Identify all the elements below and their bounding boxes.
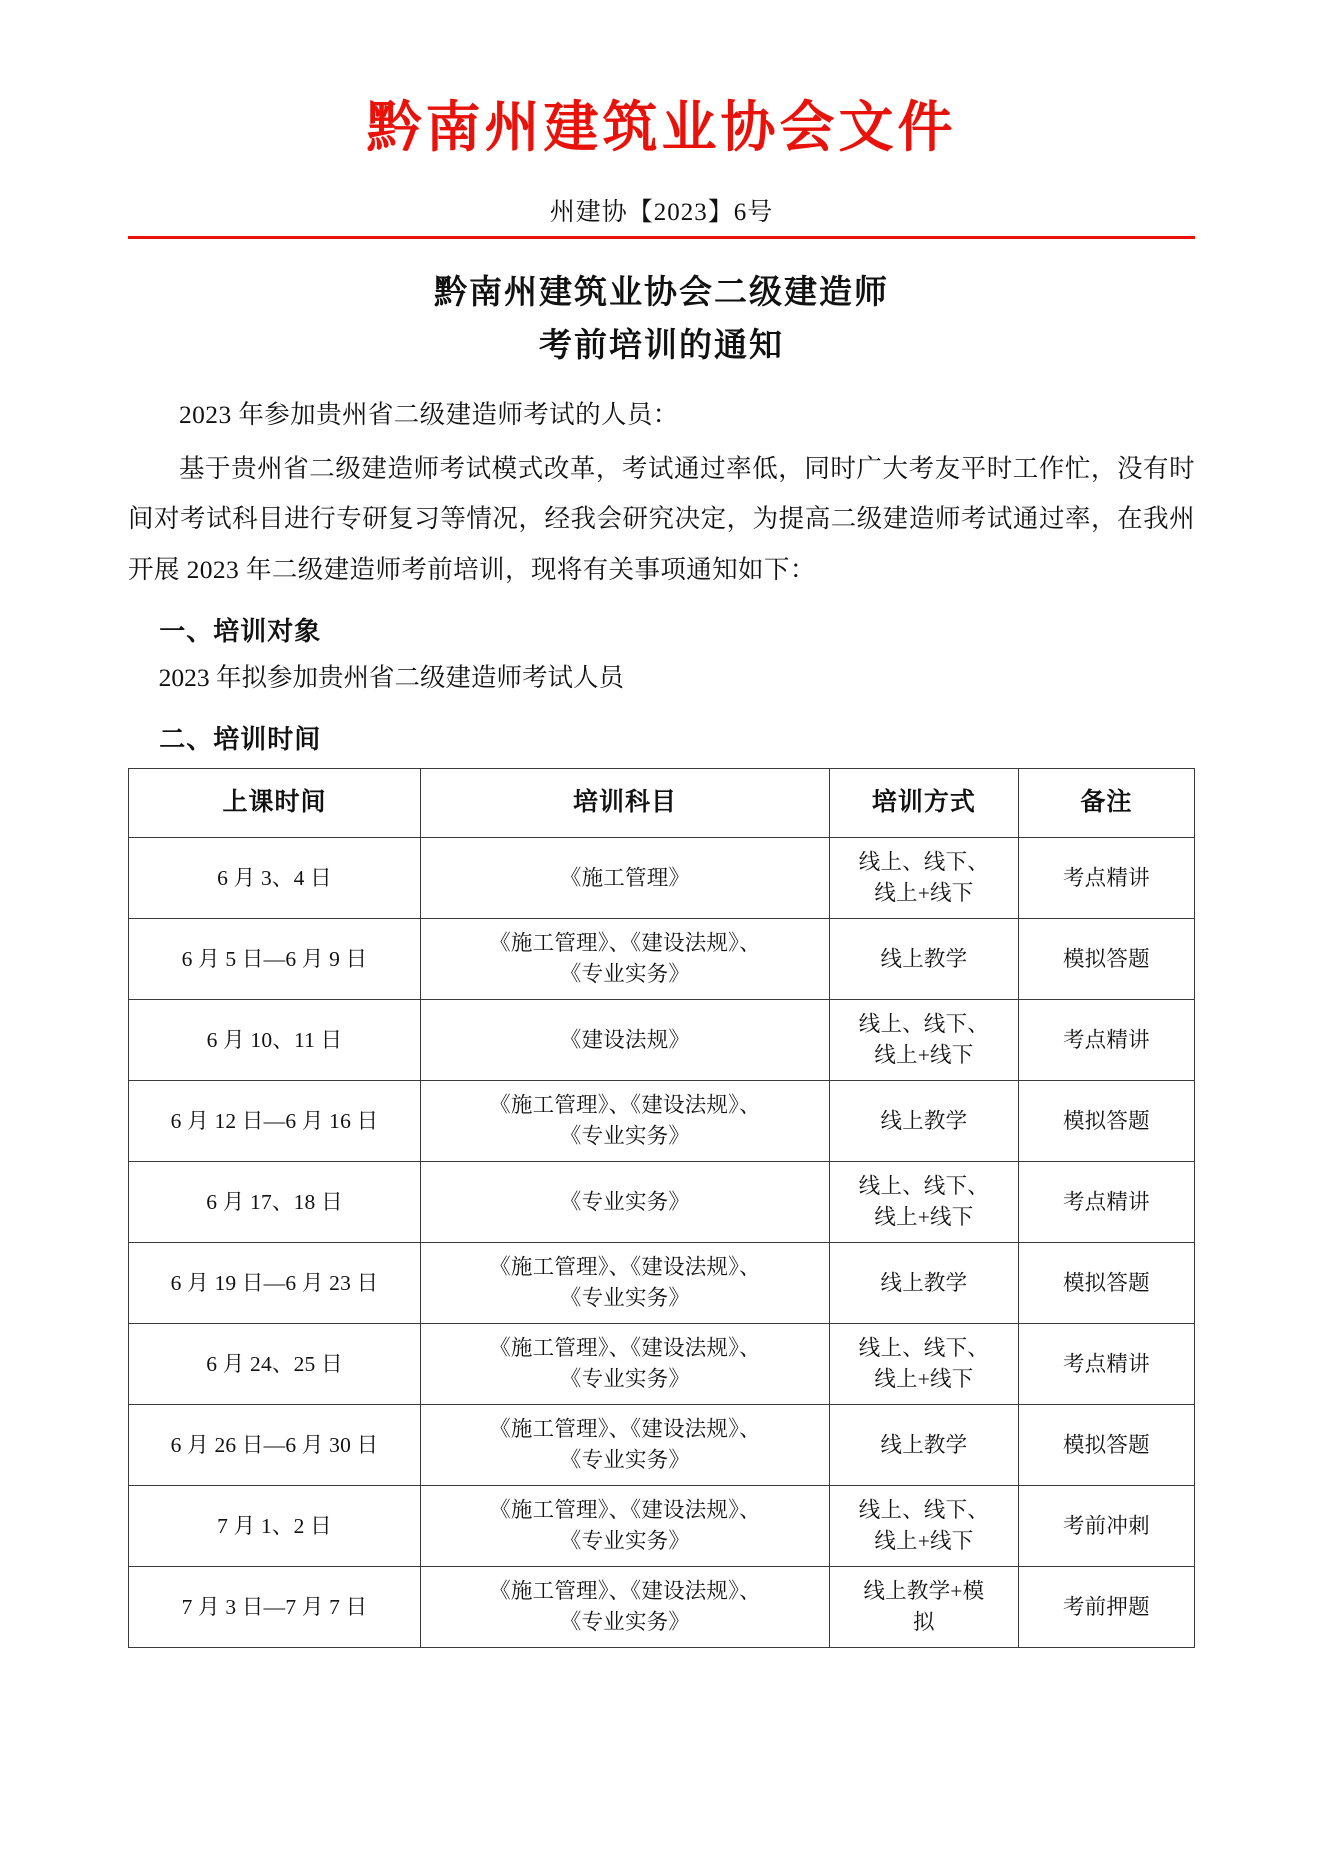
training-schedule-table <box>128 768 1195 1648</box>
cell-mode: 线上教学 <box>830 1242 1019 1323</box>
red-divider-rule <box>128 236 1195 239</box>
cell-mode: 线上教学 <box>830 1404 1019 1485</box>
cell-time: 7 月 3 日—7 月 7 日 <box>129 1566 421 1647</box>
table-row <box>129 1485 1195 1566</box>
cell-mode: 线上、线下、 线上+线下 <box>830 1485 1019 1566</box>
cell-mode: 线上教学 <box>830 918 1019 999</box>
table-row <box>129 837 1195 918</box>
table-row <box>129 1161 1195 1242</box>
table-row <box>129 1323 1195 1404</box>
column-header-time: 上课时间 <box>129 768 421 837</box>
column-header-subject: 培训科目 <box>420 768 829 837</box>
cell-time: 6 月 3、4 日 <box>129 837 421 918</box>
document-number: 州建协【2023】6号 <box>549 198 774 226</box>
cell-subject: 《施工管理》、《建设法规》、 《专业实务》 <box>420 918 829 999</box>
cell-time: 6 月 5 日—6 月 9 日 <box>129 918 421 999</box>
cell-note: 考点精讲 <box>1018 1323 1194 1404</box>
cell-mode: 线上教学 <box>830 1080 1019 1161</box>
cell-note: 模拟答题 <box>1018 1242 1194 1323</box>
section-heading-training-audience: 一、培训对象 <box>159 617 322 647</box>
cell-subject: 《施工管理》 <box>420 837 829 918</box>
cell-subject: 《施工管理》、《建设法规》、 《专业实务》 <box>420 1080 829 1161</box>
cell-time: 6 月 26 日—6 月 30 日 <box>129 1404 421 1485</box>
cell-subject: 《建设法规》 <box>420 999 829 1080</box>
cell-note: 模拟答题 <box>1018 1080 1194 1161</box>
training-audience-text: 2023 年拟参加贵州省二级建造师考试人员 <box>158 663 624 693</box>
page-title-line-1: 黔南州建筑业协会二级建造师 <box>434 274 889 311</box>
cell-note: 考点精讲 <box>1018 1161 1194 1242</box>
cell-time: 6 月 24、25 日 <box>129 1323 421 1404</box>
cell-time: 6 月 19 日—6 月 23 日 <box>129 1242 421 1323</box>
table-row <box>129 1566 1195 1647</box>
column-header-note: 备注 <box>1018 768 1194 837</box>
cell-mode: 线上教学+模 拟 <box>830 1566 1019 1647</box>
organization-title: 黔南州建筑业协会文件 <box>366 94 957 159</box>
section-heading-training-schedule: 二、培训时间 <box>159 724 322 754</box>
table-row <box>129 918 1195 999</box>
cell-time: 7 月 1、2 日 <box>129 1485 421 1566</box>
cell-subject: 《施工管理》、《建设法规》、 《专业实务》 <box>420 1323 829 1404</box>
cell-mode: 线上、线下、 线上+线下 <box>830 837 1019 918</box>
page-title-line-2: 考前培训的通知 <box>539 328 784 365</box>
cell-note: 模拟答题 <box>1018 918 1194 999</box>
cell-subject: 《施工管理》、《建设法规》、 《专业实务》 <box>420 1242 829 1323</box>
cell-time: 6 月 12 日—6 月 16 日 <box>129 1080 421 1161</box>
cell-note: 考点精讲 <box>1018 837 1194 918</box>
cell-subject: 《施工管理》、《建设法规》、 《专业实务》 <box>420 1404 829 1485</box>
cell-mode: 线上、线下、 线上+线下 <box>830 999 1019 1080</box>
table-row <box>129 1242 1195 1323</box>
table-row <box>129 999 1195 1080</box>
cell-note: 考前冲刺 <box>1018 1485 1194 1566</box>
intro-paragraph: 基于贵州省二级建造师考试模式改革，考试通过率低，同时广大考友平时工作忙，没有时间对考试科目进行专研复习等情况，经我会研究决定，为提高二级建造师考试通过率，在我州开展 2023 年二级建造师考前培训，现将有关事项通知如下： <box>128 453 1195 584</box>
cell-mode: 线上、线下、 线上+线下 <box>830 1323 1019 1404</box>
document-body <box>128 390 1195 1648</box>
table-header-row <box>129 768 1195 837</box>
cell-note: 模拟答题 <box>1018 1404 1194 1485</box>
salutation-paragraph: 2023 年参加贵州省二级建造师考试的人员： <box>179 399 679 429</box>
masthead <box>128 0 1195 239</box>
table-body <box>129 837 1195 1647</box>
cell-subject: 《施工管理》、《建设法规》、 《专业实务》 <box>420 1485 829 1566</box>
cell-note: 考前押题 <box>1018 1566 1194 1647</box>
table-row <box>129 1080 1195 1161</box>
cell-note: 考点精讲 <box>1018 999 1194 1080</box>
cell-time: 6 月 17、18 日 <box>129 1161 421 1242</box>
table-row <box>129 1404 1195 1485</box>
cell-time: 6 月 10、11 日 <box>129 999 421 1080</box>
cell-mode: 线上、线下、 线上+线下 <box>830 1161 1019 1242</box>
column-header-mode: 培训方式 <box>830 768 1019 837</box>
page-title <box>128 267 1195 374</box>
cell-subject: 《施工管理》、《建设法规》、 《专业实务》 <box>420 1566 829 1647</box>
cell-subject: 《专业实务》 <box>420 1161 829 1242</box>
